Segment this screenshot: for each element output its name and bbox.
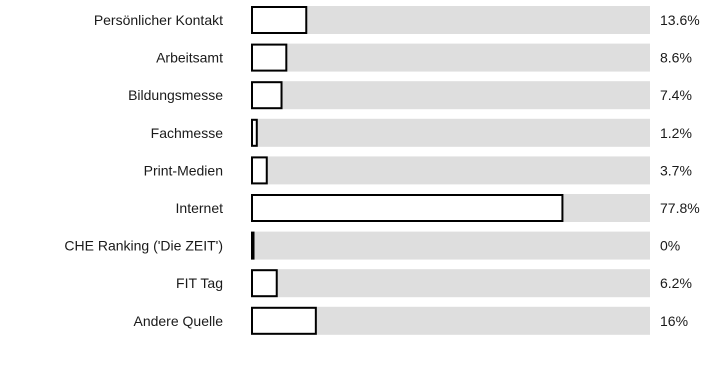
category-label: Persönlicher Kontakt <box>93 12 223 28</box>
bar-row <box>133 307 688 335</box>
category-label: Bildungsmesse <box>128 87 223 104</box>
value-label: 1.2% <box>660 124 692 141</box>
value-label: 3.7% <box>660 162 692 179</box>
bar <box>252 195 562 221</box>
bar-track <box>251 269 650 297</box>
bar-track <box>251 6 650 34</box>
category-label: Print-Medien <box>143 162 223 179</box>
bar <box>252 270 277 296</box>
bar-row <box>151 119 692 147</box>
category-label: CHE Ranking ('Die ZEIT') <box>64 237 223 254</box>
value-label: 0% <box>660 237 681 254</box>
bar-track <box>251 119 650 147</box>
bar-track <box>251 44 650 72</box>
category-label: Fachmesse <box>150 124 223 141</box>
bar-track <box>251 156 650 184</box>
bar <box>252 157 267 183</box>
bar-row <box>144 156 692 184</box>
bar-row <box>176 194 700 222</box>
value-label: 8.6% <box>660 49 692 66</box>
bar-row <box>64 232 680 260</box>
value-label: 77.8% <box>660 200 700 216</box>
bar-row <box>156 44 692 72</box>
bar-row <box>94 6 700 34</box>
category-label: Internet <box>175 200 223 216</box>
bar <box>252 308 316 334</box>
value-label: 16% <box>660 312 689 329</box>
bar-row <box>128 81 692 109</box>
bar <box>252 82 282 108</box>
bar <box>252 120 257 146</box>
value-label: 7.4% <box>660 87 692 104</box>
value-label: 6.2% <box>660 275 692 292</box>
category-label: FIT Tag <box>176 275 223 292</box>
category-label: Arbeitsamt <box>156 49 223 66</box>
value-label: 13.6% <box>660 12 700 28</box>
bar-row <box>176 269 692 297</box>
bar-track <box>251 232 650 260</box>
category-label: Andere Quelle <box>133 312 223 329</box>
bar <box>252 45 286 71</box>
bar <box>252 7 306 33</box>
bar-track <box>251 81 650 109</box>
bar <box>252 233 254 259</box>
